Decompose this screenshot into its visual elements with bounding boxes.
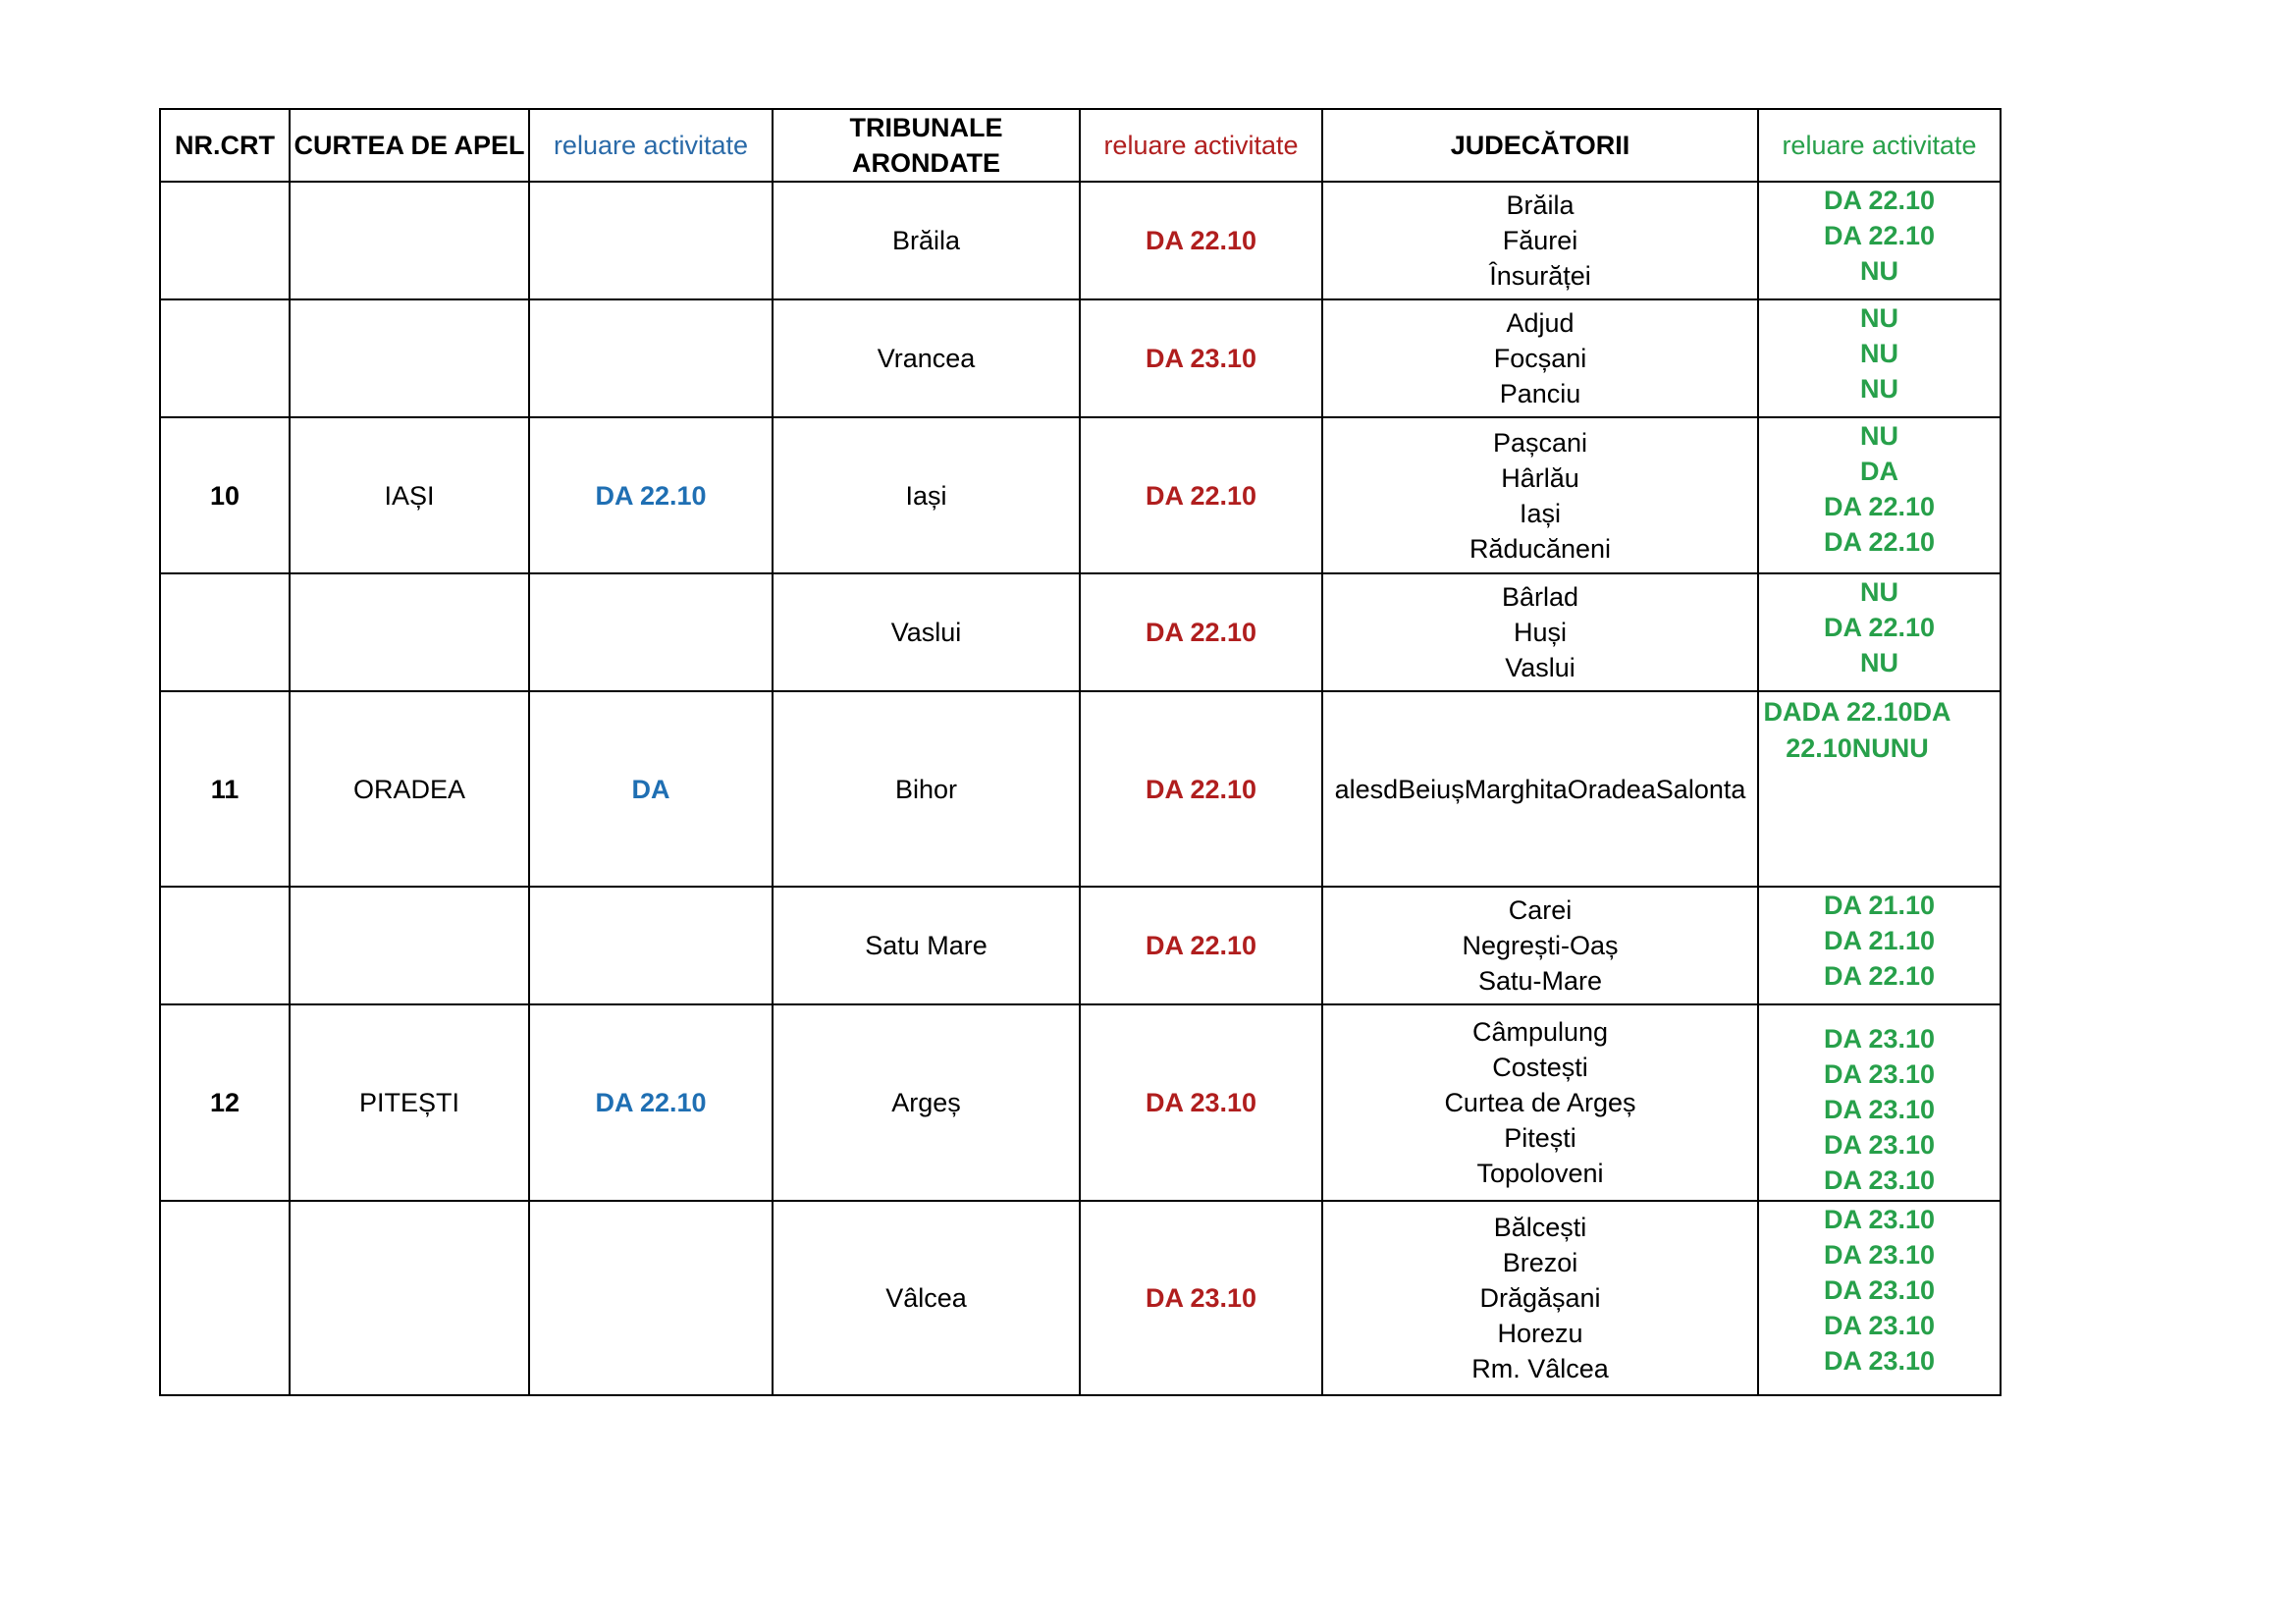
tribunal-cell: Argeș bbox=[773, 1004, 1080, 1201]
judecatorii-status-cell bbox=[1758, 182, 2001, 299]
curte-cell: PITEȘTI bbox=[290, 1004, 529, 1201]
judecatorie-item: Hârlău bbox=[1501, 462, 1579, 493]
status-item: DA 23.10 bbox=[1823, 1059, 1936, 1089]
judecatorie-item: Brăila bbox=[1506, 190, 1575, 220]
header-reluare-curte: reluare activitate bbox=[529, 109, 773, 182]
header-reluare-tribunal: reluare activitate bbox=[1080, 109, 1322, 182]
status-item: DA 23.10 bbox=[1823, 1346, 1936, 1376]
curte-status-cell bbox=[529, 573, 773, 691]
header-curtea-de-apel: CURTEA DE APEL bbox=[290, 109, 529, 182]
judecatorii-cell bbox=[1322, 299, 1758, 417]
status-item: NU bbox=[1860, 303, 1898, 333]
curte-cell bbox=[290, 887, 529, 1004]
status-item: DADA 22.10DA 22.10NUNU bbox=[1763, 697, 1951, 763]
status-item: DA 23.10 bbox=[1823, 1275, 1936, 1305]
judecatorie-item: Pitești bbox=[1504, 1123, 1576, 1153]
status-item: NU bbox=[1860, 339, 1898, 368]
status-item: DA 22.10 bbox=[1823, 186, 1936, 215]
judecatorii-status-cell bbox=[1758, 573, 2001, 691]
judecatorie-item: Horezu bbox=[1497, 1319, 1583, 1348]
curte-cell: IAȘI bbox=[290, 417, 529, 573]
nr-cell: 12 bbox=[160, 1004, 290, 1201]
judecatorie-item: Carei bbox=[1508, 895, 1573, 925]
status-item: DA 23.10 bbox=[1823, 1130, 1936, 1160]
table-row bbox=[160, 417, 2001, 573]
table-row bbox=[160, 887, 2001, 1004]
header-nr-crt: NR.CRT bbox=[160, 109, 290, 182]
nr-cell bbox=[160, 1201, 290, 1395]
judecatorii-cell bbox=[1322, 417, 1758, 573]
curte-cell bbox=[290, 299, 529, 417]
tribunal-status-cell: DA 22.10 bbox=[1080, 691, 1322, 887]
nr-cell: 11 bbox=[160, 691, 290, 887]
status-item: DA 23.10 bbox=[1823, 1311, 1936, 1340]
judecatorii-status-cell bbox=[1758, 299, 2001, 417]
judecatorii-cell bbox=[1322, 573, 1758, 691]
nr-cell bbox=[160, 299, 290, 417]
table-row bbox=[160, 182, 2001, 299]
status-item: DA 23.10 bbox=[1823, 1095, 1936, 1124]
judecatorii-status-cell bbox=[1758, 1004, 2001, 1201]
curte-cell bbox=[290, 182, 529, 299]
status-item: DA 23.10 bbox=[1823, 1024, 1936, 1054]
judecatorie-item: Bârlad bbox=[1501, 582, 1579, 612]
curte-cell: ORADEA bbox=[290, 691, 529, 887]
judecatorie-item: Focșani bbox=[1493, 344, 1587, 373]
judecatorie-item: Negrești-Oaș bbox=[1462, 931, 1619, 960]
tribunal-status-cell: DA 23.10 bbox=[1080, 1201, 1322, 1395]
tribunal-cell: Bihor bbox=[773, 691, 1080, 887]
tribunal-cell: Iași bbox=[773, 417, 1080, 573]
nr-cell bbox=[160, 573, 290, 691]
tribunal-status-cell: DA 23.10 bbox=[1080, 1004, 1322, 1201]
table-row bbox=[160, 1201, 2001, 1395]
status-item: NU bbox=[1860, 374, 1898, 404]
judecatorie-item: Făurei bbox=[1502, 226, 1578, 255]
judecatorie-item: Însurăței bbox=[1489, 261, 1591, 291]
judecatorie-item: Adjud bbox=[1506, 308, 1575, 338]
curte-status-cell bbox=[529, 887, 773, 1004]
nr-cell: 10 bbox=[160, 417, 290, 573]
tribunal-status-cell: DA 23.10 bbox=[1080, 299, 1322, 417]
judecatorie-item: Curtea de Argeș bbox=[1444, 1088, 1636, 1117]
tribunal-cell: Brăila bbox=[773, 182, 1080, 299]
header-judecatorii: JUDECĂTORII bbox=[1322, 109, 1758, 182]
tribunal-status-cell: DA 22.10 bbox=[1080, 887, 1322, 1004]
judecatorie-item: Satu-Mare bbox=[1477, 966, 1603, 996]
judecatorie-item: Iași bbox=[1519, 498, 1562, 528]
tribunal-status-cell: DA 22.10 bbox=[1080, 573, 1322, 691]
table-row bbox=[160, 573, 2001, 691]
status-item: DA 23.10 bbox=[1823, 1205, 1936, 1234]
header-reluare-judecatorie: reluare activitate bbox=[1758, 109, 2001, 182]
court-activity-table bbox=[159, 108, 2002, 1396]
status-item: DA 21.10 bbox=[1823, 926, 1936, 955]
judecatorie-item: Pașcani bbox=[1492, 427, 1588, 458]
status-item: DA 22.10 bbox=[1823, 613, 1936, 642]
curte-status-cell: DA 22.10 bbox=[529, 417, 773, 573]
judecatorie-item: Bălcești bbox=[1493, 1213, 1587, 1242]
judecatorii-status-cell bbox=[1758, 1201, 2001, 1395]
judecatorii-cell: alesdBeiușMarghitaOradeaSalonta bbox=[1322, 691, 1758, 887]
tribunal-cell: Vrancea bbox=[773, 299, 1080, 417]
judecatorie-item: Huși bbox=[1513, 618, 1567, 647]
curte-cell bbox=[290, 573, 529, 691]
table-row bbox=[160, 691, 2001, 887]
tribunal-cell: Vâlcea bbox=[773, 1201, 1080, 1395]
curte-status-cell bbox=[529, 299, 773, 417]
judecatorii-status-cell bbox=[1758, 691, 2001, 887]
status-item: DA 22.10 bbox=[1823, 961, 1936, 991]
tribunal-status-cell: DA 22.10 bbox=[1080, 417, 1322, 573]
judecatorie-item: Panciu bbox=[1499, 379, 1581, 408]
judecatorii-cell bbox=[1322, 887, 1758, 1004]
judecatorii-cell bbox=[1322, 182, 1758, 299]
status-item: NU bbox=[1860, 577, 1898, 607]
status-item: DA 23.10 bbox=[1823, 1240, 1936, 1270]
status-item: NU bbox=[1860, 648, 1898, 677]
judecatorie-item: Drăgășani bbox=[1479, 1283, 1601, 1313]
header-row bbox=[160, 109, 2001, 182]
table-row bbox=[160, 1004, 2001, 1201]
status-item: DA 22.10 bbox=[1823, 221, 1936, 250]
tribunal-status-cell: DA 22.10 bbox=[1080, 182, 1322, 299]
status-item: NU bbox=[1860, 421, 1898, 451]
judecatorie-item: Costești bbox=[1492, 1053, 1588, 1082]
status-item: DA 23.10 bbox=[1823, 1165, 1936, 1195]
judecatorie-item: Rm. Vâlcea bbox=[1471, 1354, 1609, 1383]
curte-status-cell: DA 22.10 bbox=[529, 1004, 773, 1201]
header-tribunale: TRIBUNALE ARONDATE bbox=[773, 109, 1080, 182]
status-item: NU bbox=[1860, 256, 1898, 286]
nr-cell bbox=[160, 182, 290, 299]
judecatorie-item: Vaslui bbox=[1505, 653, 1575, 682]
curte-status-cell bbox=[529, 182, 773, 299]
judecatorii-cell bbox=[1322, 1201, 1758, 1395]
status-item: DA bbox=[1860, 457, 1898, 486]
curte-status-cell: DA bbox=[529, 691, 773, 887]
status-item: DA 22.10 bbox=[1823, 527, 1936, 557]
tribunal-cell: Vaslui bbox=[773, 573, 1080, 691]
judecatorie-item: Brezoi bbox=[1502, 1248, 1578, 1277]
table-row bbox=[160, 299, 2001, 417]
status-item: DA 22.10 bbox=[1823, 492, 1936, 521]
judecatorie-item: Răducăneni bbox=[1468, 533, 1612, 564]
curte-status-cell bbox=[529, 1201, 773, 1395]
tribunal-cell: Satu Mare bbox=[773, 887, 1080, 1004]
curte-cell bbox=[290, 1201, 529, 1395]
judecatorii-status-cell bbox=[1758, 417, 2001, 573]
judecatorie-item: Topoloveni bbox=[1476, 1159, 1604, 1188]
status-item: DA 21.10 bbox=[1823, 891, 1936, 920]
judecatorii-status-cell bbox=[1758, 887, 2001, 1004]
nr-cell bbox=[160, 887, 290, 1004]
judecatorie-item: Câmpulung bbox=[1471, 1017, 1609, 1047]
judecatorii-cell bbox=[1322, 1004, 1758, 1201]
